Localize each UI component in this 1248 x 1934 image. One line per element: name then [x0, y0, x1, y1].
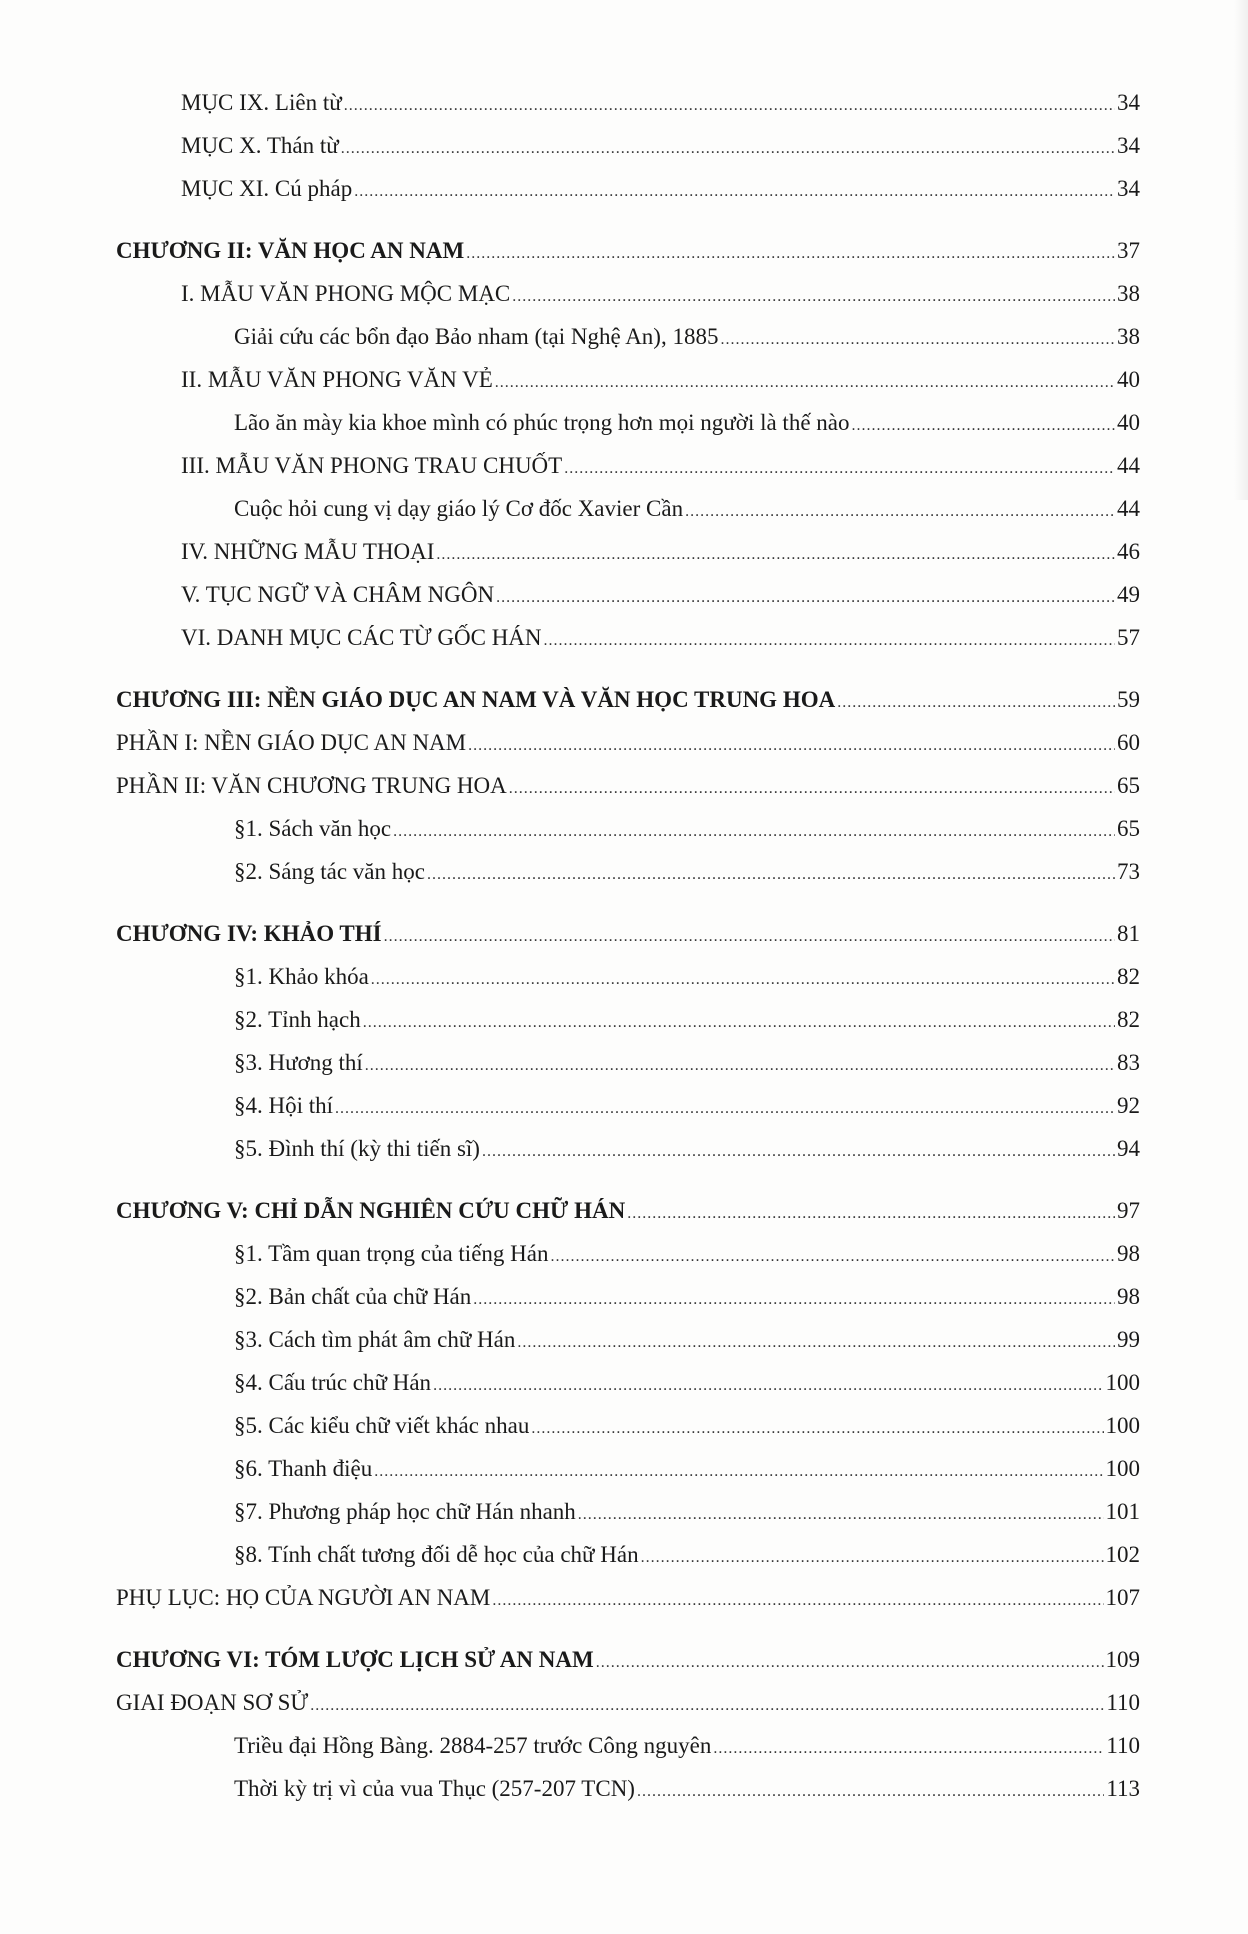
dot-leader [641, 1536, 1104, 1579]
dot-leader [564, 447, 1115, 490]
toc-chapter-entry [116, 1189, 1140, 1232]
toc-page-number: 44 [1117, 453, 1140, 478]
toc-page-number: 65 [1117, 816, 1140, 841]
toc-entry-title: §4. Hội thí [234, 1093, 334, 1118]
toc-page-number: 81 [1117, 921, 1140, 946]
toc-page-number: 101 [1105, 1499, 1140, 1524]
toc-entry [116, 487, 1140, 530]
table-of-contents [116, 81, 1140, 1810]
toc-entry [116, 124, 1140, 167]
toc-entry [116, 721, 1140, 764]
toc-page-number: 73 [1117, 859, 1140, 884]
toc-entry [116, 315, 1140, 358]
toc-page-number: 82 [1117, 964, 1140, 989]
dot-leader [544, 619, 1115, 662]
toc-page-number: 37 [1117, 238, 1140, 263]
toc-page-number: 92 [1117, 1093, 1140, 1118]
toc-entry-title: §2. Bản chất của chữ Hán [234, 1284, 472, 1309]
dot-leader [363, 1001, 1115, 1044]
dot-leader [685, 490, 1115, 533]
toc-page-number: 102 [1105, 1542, 1140, 1567]
toc-entry [116, 401, 1140, 444]
dot-leader [427, 853, 1115, 896]
toc-entry-title: §3. Cách tìm phát âm chữ Hán [234, 1327, 516, 1352]
toc-page-number: 38 [1117, 324, 1140, 349]
toc-page-number: 34 [1117, 133, 1140, 158]
toc-entry [116, 807, 1140, 850]
dot-leader [436, 533, 1115, 576]
dot-leader [509, 767, 1115, 810]
toc-entry-title: MỤC X. Thán từ [181, 133, 339, 158]
dot-leader [531, 1407, 1103, 1450]
dot-leader [344, 84, 1115, 127]
toc-entry [116, 1084, 1140, 1127]
dot-leader [578, 1493, 1104, 1536]
toc-entry-title: GIAI ĐOẠN SƠ SỬ [116, 1690, 309, 1715]
toc-entry-title: §4. Cấu trúc chữ Hán [234, 1370, 432, 1395]
dot-leader [852, 404, 1116, 447]
toc-entry-title: CHƯƠNG VI: TÓM LƯỢC LỊCH SỬ AN NAM [116, 1647, 594, 1672]
toc-entry [116, 764, 1140, 807]
toc-entry-title: PHẦN I: NỀN GIÁO DỤC AN NAM [116, 730, 467, 755]
dot-leader [550, 1235, 1115, 1278]
toc-entry [116, 167, 1140, 210]
toc-entry [116, 1724, 1140, 1767]
toc-entry [116, 1232, 1140, 1275]
toc-entry [116, 1576, 1140, 1619]
dot-leader [596, 1641, 1104, 1684]
toc-page-number: 99 [1117, 1327, 1140, 1352]
toc-page-number: 100 [1105, 1413, 1140, 1438]
toc-entry-title: II. MẪU VĂN PHONG VĂN VẺ [181, 367, 493, 392]
toc-entry-title: §5. Các kiểu chữ viết khác nhau [234, 1413, 530, 1438]
toc-entry [116, 1404, 1140, 1447]
toc-entry [116, 1361, 1140, 1404]
page-edge-shadow [1234, 0, 1248, 500]
toc-entry [116, 1490, 1140, 1533]
toc-page-number: 82 [1117, 1007, 1140, 1032]
dot-leader [371, 958, 1115, 1001]
dot-leader [365, 1044, 1115, 1087]
toc-entry-title: IV. NHỮNG MẪU THOẠI [181, 539, 435, 564]
toc-entry [116, 955, 1140, 998]
toc-entry-title: PHỤ LỤC: HỌ CỦA NGƯỜI AN NAM [116, 1585, 491, 1610]
toc-page-number: 49 [1117, 582, 1140, 607]
toc-page-number: 65 [1117, 773, 1140, 798]
toc-page-number: 46 [1117, 539, 1140, 564]
toc-entry [116, 1447, 1140, 1490]
dot-leader [495, 361, 1115, 404]
toc-entry-title: §2. Tỉnh hạch [234, 1007, 361, 1032]
toc-page-number: 107 [1105, 1585, 1140, 1610]
toc-entry [116, 573, 1140, 616]
dot-leader [384, 915, 1115, 958]
toc-page-number: 100 [1105, 1456, 1140, 1481]
toc-entry-title: Lão ăn mày kia khoe mình có phúc trọng hơn mọi người là thế nào [234, 410, 850, 435]
toc-entry-title: §1. Khảo khóa [234, 964, 369, 989]
dot-leader [466, 232, 1115, 275]
toc-entry-title: Giải cứu các bổn đạo Bảo nham (tại Nghệ An), 1885 [234, 324, 719, 349]
toc-entry [116, 444, 1140, 487]
toc-page-number: 110 [1106, 1690, 1140, 1715]
toc-entry-title: Triều đại Hồng Bàng. 2884-257 trước Công nguyên [234, 1733, 712, 1758]
toc-page-number: 57 [1117, 625, 1140, 650]
toc-entry [116, 1275, 1140, 1318]
toc-chapter-entry [116, 678, 1140, 721]
dot-leader [492, 1579, 1103, 1622]
toc-chapter-entry [116, 1638, 1140, 1681]
toc-entry-title: §1. Sách văn học [234, 816, 392, 841]
toc-entry [116, 1681, 1140, 1724]
toc-entry-title: V. TỤC NGỮ VÀ CHÂM NGÔN [181, 582, 495, 607]
toc-entry [116, 1127, 1140, 1170]
toc-entry [116, 1318, 1140, 1361]
toc-entry [116, 1767, 1140, 1810]
toc-entry-title: III. MẪU VĂN PHONG TRAU CHUỐT [181, 453, 563, 478]
dot-leader [468, 724, 1115, 767]
toc-entry-title: §5. Đình thí (kỳ thi tiến sĩ) [234, 1136, 480, 1161]
toc-page-number: 44 [1117, 496, 1140, 521]
toc-entry-title: MỤC XI. Cú pháp [181, 176, 353, 201]
toc-page-number: 100 [1105, 1370, 1140, 1395]
dot-leader [637, 1770, 1104, 1813]
toc-page-number: 98 [1117, 1241, 1140, 1266]
toc-entry [116, 616, 1140, 659]
toc-entry-title: Cuộc hỏi cung vị dạy giáo lý Cơ đốc Xavier Cần [234, 496, 684, 521]
toc-entry-title: §1. Tầm quan trọng của tiếng Hán [234, 1241, 549, 1266]
dot-leader [374, 1450, 1103, 1493]
dot-leader [341, 127, 1115, 170]
dot-leader [627, 1192, 1115, 1235]
toc-entry-title: §8. Tính chất tương đối dễ học của chữ Hán [234, 1542, 639, 1567]
toc-entry-title: PHẦN II: VĂN CHƯƠNG TRUNG HOA [116, 773, 507, 798]
dot-leader [393, 810, 1115, 853]
dot-leader [482, 1130, 1115, 1173]
toc-entry [116, 81, 1140, 124]
toc-page-number: 109 [1105, 1647, 1140, 1672]
toc-entry-title: CHƯƠNG V: CHỈ DẪN NGHIÊN CỨU CHỮ HÁN [116, 1198, 626, 1223]
toc-entry-title: CHƯƠNG II: VĂN HỌC AN NAM [116, 238, 465, 263]
toc-entry-title: §7. Phương pháp học chữ Hán nhanh [234, 1499, 576, 1524]
dot-leader [433, 1364, 1103, 1407]
toc-chapter-entry [116, 229, 1140, 272]
toc-page-number: 60 [1117, 730, 1140, 755]
dot-leader [473, 1278, 1115, 1321]
toc-page-number: 38 [1117, 281, 1140, 306]
toc-page-number: 98 [1117, 1284, 1140, 1309]
toc-chapter-entry [116, 912, 1140, 955]
toc-entry-title: CHƯƠNG III: NỀN GIÁO DỤC AN NAM VÀ VĂN HỌC TRUNG HOA [116, 687, 836, 712]
toc-entry [116, 358, 1140, 401]
toc-page-number: 40 [1117, 410, 1140, 435]
toc-entry [116, 1041, 1140, 1084]
toc-page-number: 94 [1117, 1136, 1140, 1161]
toc-page-number: 83 [1117, 1050, 1140, 1075]
toc-entry [116, 998, 1140, 1041]
toc-page-number: 110 [1106, 1733, 1140, 1758]
dot-leader [512, 275, 1115, 318]
toc-entry-title: §6. Thanh điệu [234, 1456, 373, 1481]
toc-entry-title: VI. DANH MỤC CÁC TỪ GỐC HÁN [181, 625, 542, 650]
dot-leader [837, 681, 1115, 724]
toc-entry-title: §3. Hương thí [234, 1050, 363, 1075]
toc-entry-title: I. MẪU VĂN PHONG MỘC MẠC [181, 281, 511, 306]
dot-leader [720, 318, 1115, 361]
dot-leader [310, 1684, 1104, 1727]
dot-leader [517, 1321, 1115, 1364]
dot-leader [335, 1087, 1115, 1130]
toc-entry-title: §2. Sáng tác văn học [234, 859, 425, 884]
toc-entry-title: Thời kỳ trị vì của vua Thục (257-207 TCN) [234, 1776, 635, 1801]
toc-page-number: 34 [1117, 90, 1140, 115]
dot-leader [354, 170, 1115, 213]
toc-page-number: 59 [1117, 687, 1140, 712]
toc-page-number: 40 [1117, 367, 1140, 392]
dot-leader [713, 1727, 1104, 1770]
toc-entry [116, 530, 1140, 573]
dot-leader [496, 576, 1115, 619]
toc-entry-title: MỤC IX. Liên từ [181, 90, 342, 115]
toc-entry [116, 1533, 1140, 1576]
toc-entry-title: CHƯƠNG IV: KHẢO THÍ [116, 921, 382, 946]
toc-page-number: 34 [1117, 176, 1140, 201]
toc-entry [116, 850, 1140, 893]
toc-entry [116, 272, 1140, 315]
toc-page-number: 113 [1106, 1776, 1140, 1801]
toc-page-number: 97 [1117, 1198, 1140, 1223]
